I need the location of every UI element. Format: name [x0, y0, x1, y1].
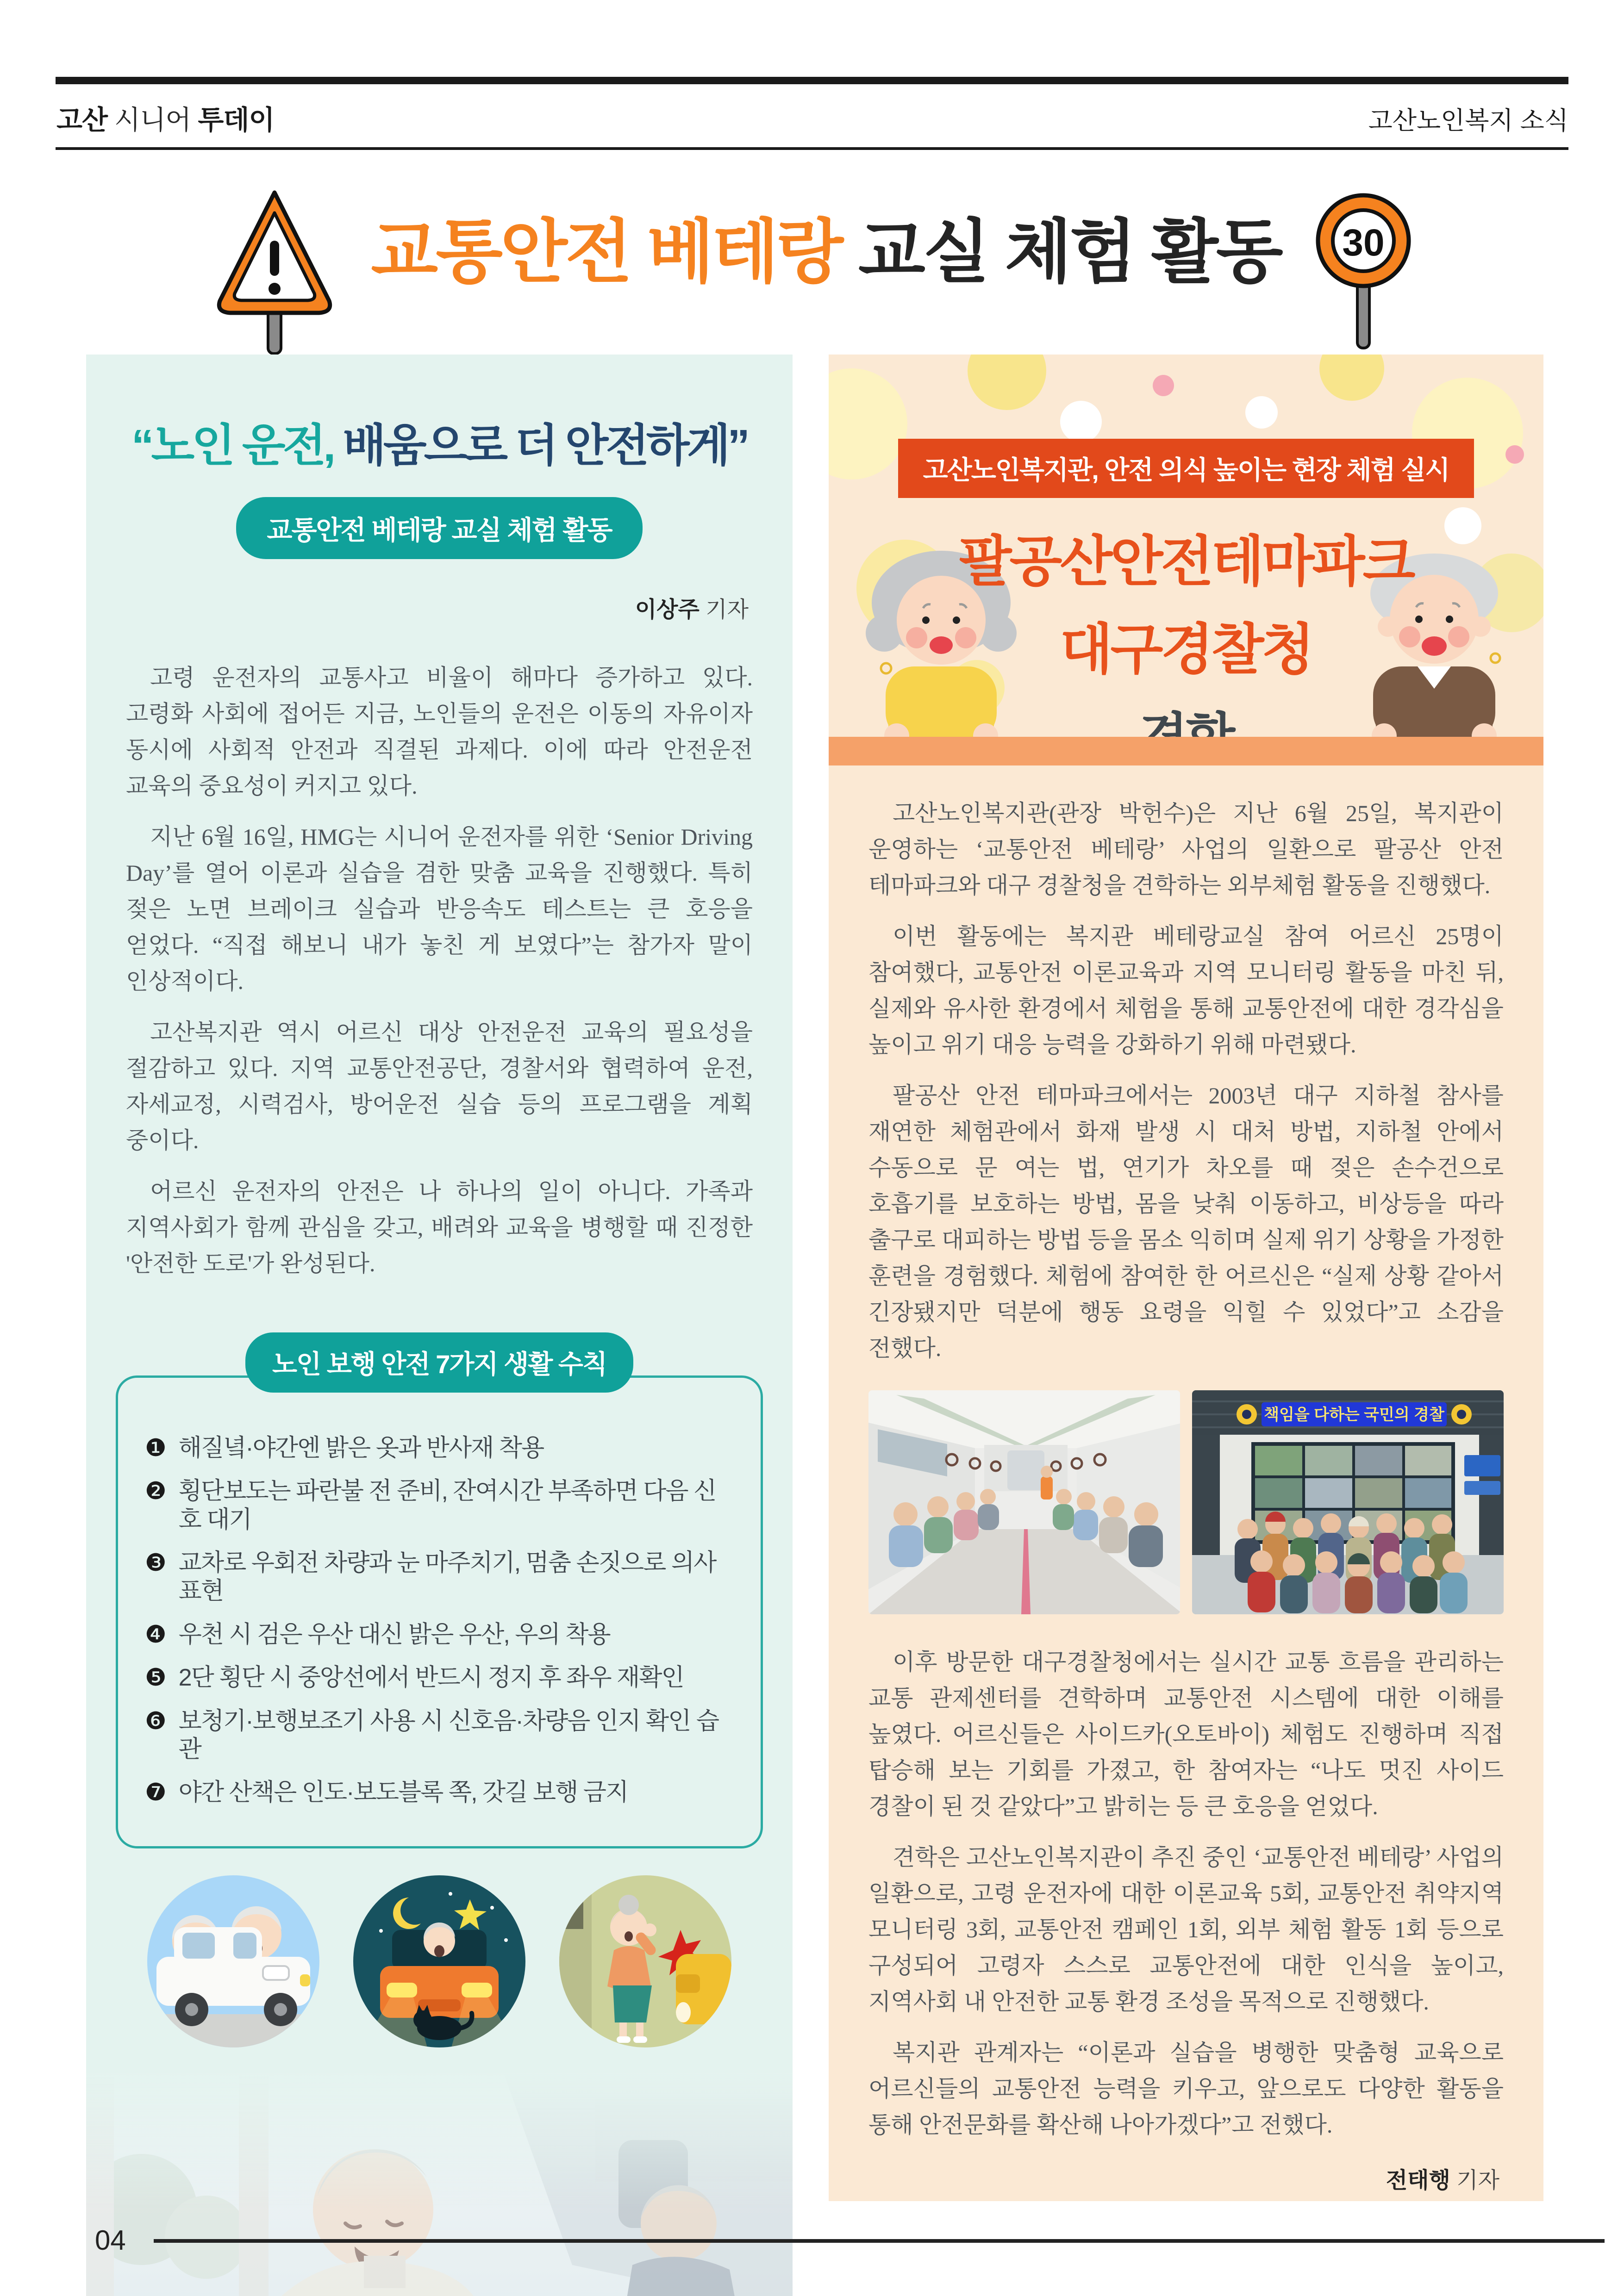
speed-limit-30-icon	[1314, 186, 1412, 358]
rule-number: ❺	[145, 1664, 167, 1692]
header-rule-thick	[56, 77, 1568, 84]
rule-number: ❶	[145, 1435, 167, 1462]
rule-item	[145, 1434, 734, 1462]
main-title-row	[0, 186, 1624, 358]
header	[56, 98, 1568, 137]
left-badge-wrap	[86, 497, 793, 559]
illustration-seniors-car-icon	[147, 1875, 319, 2047]
masthead-part: 고산	[56, 105, 108, 135]
banner-table-bar	[829, 737, 1543, 765]
right-banner	[829, 355, 1543, 765]
rule-text: 보청기·보행보조기 사용 시 신호음·차량음 인지 확인 습관	[178, 1707, 719, 1763]
rules-title: 노인 보행 안전 7가지 생활 수칙	[245, 1332, 633, 1393]
rule-number: ❹	[145, 1621, 167, 1648]
rule-text: 2단 횡단 시 중앙선에서 반드시 정지 후 좌우 재확인	[178, 1664, 684, 1692]
paragraph: 이번 활동에는 복지관 베테랑교실 참여 어르신 25명이 참여했다, 교통안전 이론교육과 지역 모니터링 활동을 마친 뒤, 실제와 유사한 환경에서 체험을 통해 교통안전에 대한 경각심을 높이고 위기 대응 능력을 강화하기 위해 마련됐다.	[868, 923, 1504, 1058]
banner-kicker: 고산노인복지관, 안전 의식 높이는 현장 체험 실시	[898, 439, 1474, 498]
left-headline	[86, 409, 793, 474]
warning-sign-icon	[212, 186, 337, 358]
paragraph: 고령 운전자의 교통사고 비율이 해마다 증가하고 있다. 고령화 사회에 접어든 지금, 노인들의 운전은 이동의 자유이자 동시에 사회적 안전과 직결된 과제다. 이에 따라 안전운전 교육의 중요성이 커지고 있다.	[126, 665, 753, 799]
left-reporter	[86, 591, 749, 623]
left-headline-navy: 배움으로 더 안전하게”	[333, 420, 747, 471]
rule-number: ❻	[145, 1707, 167, 1735]
paragraph: 지난 6월 16일, HMG는 시니어 운전자를 위한 ‘Senior Driving Day’를 열어 이론과 실습을 겸한 맞춤 교육을 진행했다. 특히 젖은 노면 브레이크 실습과 반응속도 테스트는 큰 호응을 얻었다. “직접 해보니 내가 놓친 게 보였다”는 참가자 말이 인상적이다.	[126, 824, 753, 994]
pedestrian-rules	[86, 1332, 793, 1848]
right-reporter	[829, 2162, 1499, 2194]
rule-text: 해질녘·야간엔 밝은 옷과 반사재 착용	[178, 1435, 544, 1462]
rule-number: ❼	[145, 1779, 167, 1806]
left-article	[86, 355, 793, 2201]
rule-item	[145, 1779, 734, 1807]
paragraph: 고산복지관 역시 어르신 대상 안전운전 교육의 필요성을 절감하고 있다. 지역 교통안전공단, 경찰서와 협력하여 운전, 자세교정, 시력검사, 방어운전 실습 등의 프로그램을 계획 중이다.	[126, 1019, 753, 1153]
page-number: 04	[95, 2225, 126, 2256]
photo-subway-interior	[868, 1390, 1180, 1614]
rule-item	[145, 1549, 734, 1606]
kicker-wrap	[829, 355, 1543, 498]
paragraph: 고산노인복지관(관장 박헌수)은 지난 6월 25일, 복지관이 운영하는 ‘교통안전 베테랑’ 사업의 일환으로 팔공산 안전 테마파크와 대구 경찰청을 견학하는 외부체험 활동을 진행했다.	[868, 800, 1504, 898]
paragraph: 어르신 운전자의 안전은 나 하나의 일이 아니다. 가족과 지역사회가 함께 관심을 갖고, 배려와 교육을 병행할 때 진정한 '안전한 도로'가 완성된다.	[126, 1178, 753, 1276]
page-title	[371, 186, 1280, 292]
illustration-circles	[147, 1875, 731, 2047]
rule-text: 횡단보도는 파란불 전 준비, 잔여시간 부족하면 다음 신호 대기	[178, 1478, 716, 1533]
reporter-name: 이상주	[635, 597, 700, 622]
rule-number: ❷	[145, 1478, 167, 1505]
masthead-part: 시니어	[107, 105, 198, 135]
left-badge: 교통안전 베테랑 교실 체험 활동	[236, 497, 642, 559]
paragraph: 견학은 고산노인복지관이 추진 중인 ‘교통안전 베테랑’ 사업의 일환으로, 고령 운전자에 대한 이론교육 5회, 교통안전 취약지역 모니터링 3회, 교통안전 캠페인 1회, 외부 체험 활동 1회 등으로 구성되어 고령자 스스로 교통안전에 대한 인식을 높이고, 지역사회 내 안전한 교통 환경 조성을 목적으로 진행했다.	[868, 1844, 1504, 2015]
right-article	[829, 355, 1543, 2201]
rule-number: ❸	[145, 1549, 167, 1577]
header-rule-thin	[56, 147, 1568, 150]
rules-box	[116, 1375, 763, 1848]
rule-text: 우천 시 검은 우산 대신 밝은 우산, 우의 착용	[178, 1621, 610, 1648]
right-body-top	[868, 795, 1504, 1366]
rules-list	[145, 1434, 734, 1807]
speed-limit-value: 30	[1342, 222, 1385, 264]
page-title-orange: 교통안전 베테랑	[371, 213, 842, 291]
rule-item	[145, 1664, 734, 1692]
page-title-dark: 교실 체험 활동	[841, 213, 1281, 291]
photo-top-fade	[86, 2071, 793, 2209]
illustration-night-driving-icon	[353, 1875, 525, 2047]
photo-senior-driver	[86, 2071, 793, 2296]
police-banner-text: 책임을 다하는 국민의 경찰	[1264, 1406, 1444, 1424]
reporter-suffix: 기자	[699, 597, 749, 622]
rule-item	[145, 1621, 734, 1649]
illustration-pedestrian-accident-icon	[559, 1875, 731, 2047]
banner-title-line1: 팔공산안전테마파크	[959, 531, 1413, 592]
rule-item	[145, 1477, 734, 1534]
left-body	[126, 660, 753, 1282]
paragraph: 복지관 관계자는 “이론과 실습을 병행한 맞춤형 교육으로 어르신들의 교통안전 능력을 키우고, 앞으로도 다양한 활동을 통해 안전문화를 확산해 나아가겠다”고 전했다.	[868, 2040, 1504, 2138]
photo-police-control-center	[1192, 1390, 1504, 1614]
paragraph: 팔공산 안전 테마파크에서는 2003년 대구 지하철 참사를 재연한 체험관에서 화재 발생 시 대처 방법, 지하철 안에서 수동으로 문 여는 법, 연기가 차오를 때 젖은 손수건으로 호흡기를 보호하는 방법, 몸을 낮춰 이동하고, 비상등을 따라 출구로 대피하는 방법 등을 몸소 익히며 실제 위기 상황을 가정한 훈련을 경험했다. 체험에 참여한 한 어르신은 “실제 상황 같아서 긴장됐지만 덕분에 행동 요령을 익힐 수 있었다”고 소감을 전했다.	[868, 1083, 1504, 1361]
paragraph: 이후 방문한 대구경찰청에서는 실시간 교통 흐름을 관리하는 교통 관제센터를 견학하며 교통안전 시스템에 대한 이해를 높였다. 어르신들은 사이드카(오토바이) 체험도 진행하며 직접 탑승해 보는 기회를 가졌고, 한 참여자는 “나도 멋진 사이드 경찰이 된 것 같았다”고 밝히는 등 큰 호응을 얻었다.	[868, 1649, 1504, 1819]
banner-title-line2: 대구경찰청	[1060, 619, 1312, 680]
left-headline-teal: “노인 운전,	[131, 420, 333, 471]
reporter-suffix: 기자	[1450, 2168, 1499, 2193]
masthead-part: 투데이	[198, 105, 275, 135]
rule-text: 야간 산책은 인도·보도블록 쪽, 갓길 보행 금지	[178, 1779, 628, 1806]
rule-text: 교차로 우회전 차량과 눈 마주치기, 멈춤 손짓으로 의사 표현	[178, 1549, 716, 1605]
right-photos	[868, 1390, 1504, 1614]
reporter-name: 전태행	[1386, 2168, 1450, 2193]
section-label: 고산노인복지 소식	[1368, 107, 1568, 135]
footer-rule	[154, 2239, 1605, 2243]
right-body-bottom	[868, 1644, 1504, 2143]
rule-item	[145, 1707, 734, 1764]
masthead	[56, 98, 274, 137]
